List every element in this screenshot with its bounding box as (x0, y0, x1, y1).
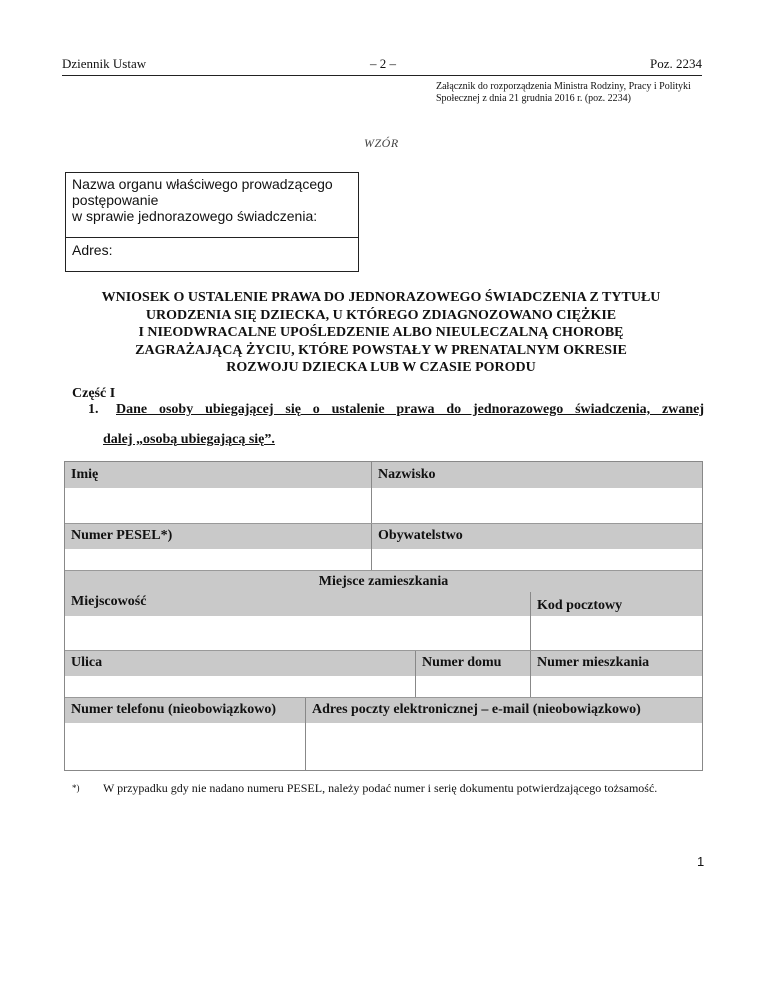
grid-divider (65, 697, 702, 698)
footnote-mark: *) (72, 783, 80, 793)
title-line-3: I NIEODWRACALNE UPOŚLEDZENIE ALBO NIEULECZALNĄ CHOROBĘ (138, 325, 624, 340)
footnote-text: W przypadku gdy nie nadano numeru PESEL, należy podać numer i serię dokumentu potwierdzającego tożsamość. (103, 781, 658, 795)
item-number: 1. (88, 402, 99, 417)
page-marker: – 2 – (370, 56, 396, 71)
town-label: Miejscowość (65, 592, 530, 616)
authority-name-line-2: postępowanie (72, 192, 159, 208)
pesel-label: Numer PESEL*) (65, 523, 371, 549)
apartment-number-field[interactable] (531, 676, 702, 697)
house-number-label: Numer domu (416, 650, 530, 676)
header-rule (62, 75, 702, 76)
document-title (60, 289, 702, 377)
authority-name-line-1: Nazwa organu właściwego prowadzącego (72, 176, 333, 192)
annex-line-1: Załącznik do rozporządzenia Ministra Rodziny, Pracy i Polityki (436, 81, 691, 92)
applicant-form (64, 461, 703, 771)
phone-label: Numer telefonu (nieobowiązkowo) (65, 697, 305, 723)
item-heading-line-2: dalej „osobą ubiegającą się”. (103, 432, 275, 447)
grid-divider (305, 697, 306, 770)
title-line-5: ROZWOJU DZIECKA LUB W CZASIE PORODU (226, 360, 536, 375)
phone-field[interactable] (65, 723, 305, 770)
authority-name-label (72, 176, 352, 224)
authority-name-line-3: w sprawie jednorazowego świadczenia: (72, 208, 318, 224)
journal-name: Dziennik Ustaw (62, 56, 147, 71)
first-name-label: Imię (65, 462, 371, 488)
email-label: Adres poczty elektronicznej – e-mail (nieobowiązkowo) (306, 697, 702, 723)
last-name-field[interactable] (372, 488, 702, 523)
authority-address-label[interactable]: Adres: (72, 242, 113, 258)
last-name-label: Nazwisko (372, 462, 702, 488)
first-name-field[interactable] (65, 488, 371, 523)
grid-divider (65, 523, 702, 524)
postal-code-label: Kod pocztowy (531, 592, 702, 616)
house-number-field[interactable] (416, 676, 530, 697)
pesel-field[interactable] (65, 549, 371, 570)
grid-divider (530, 592, 531, 697)
email-field[interactable] (306, 723, 702, 770)
authority-box (65, 172, 359, 272)
part-heading: Część I (72, 386, 116, 401)
grid-divider (65, 650, 702, 651)
annex-line-2: Społecznej z dnia 21 grudnia 2016 r. (poz. 2234) (436, 93, 631, 104)
template-label: WZÓR (364, 136, 399, 150)
position-number: Poz. 2234 (650, 56, 702, 71)
grid-divider (371, 462, 372, 570)
town-field[interactable] (65, 616, 530, 650)
authority-box-divider (66, 237, 358, 238)
title-line-4: ZAGRAŻAJĄCĄ ŻYCIU, KTÓRE POWSTAŁY W PRENATALNYM OKRESIE (135, 342, 627, 358)
citizenship-field[interactable] (372, 549, 702, 570)
grid-divider (415, 650, 416, 697)
residence-header: Miejsce zamieszkania (65, 570, 702, 592)
grid-divider (65, 570, 702, 571)
annex-note (436, 81, 726, 105)
item-heading-line-1: Dane osoby ubiegającej się o ustalenie prawa do jednorazowego świadczenia, zwanej (116, 402, 704, 417)
title-line-1: WNIOSEK O USTALENIE PRAWA DO JEDNORAZOWEGO ŚWIADCZENIA Z TYTUŁU (101, 290, 661, 305)
page-number: 1 (697, 854, 705, 869)
street-label: Ulica (65, 650, 415, 676)
citizenship-label: Obywatelstwo (372, 523, 702, 549)
street-field[interactable] (65, 676, 415, 697)
postal-code-field[interactable] (531, 616, 702, 650)
apartment-number-label: Numer mieszkania (531, 650, 702, 676)
title-line-2: URODZENIA SIĘ DZIECKA, U KTÓREGO ZDIAGNOZOWANO CIĘŻKIE (145, 307, 617, 323)
